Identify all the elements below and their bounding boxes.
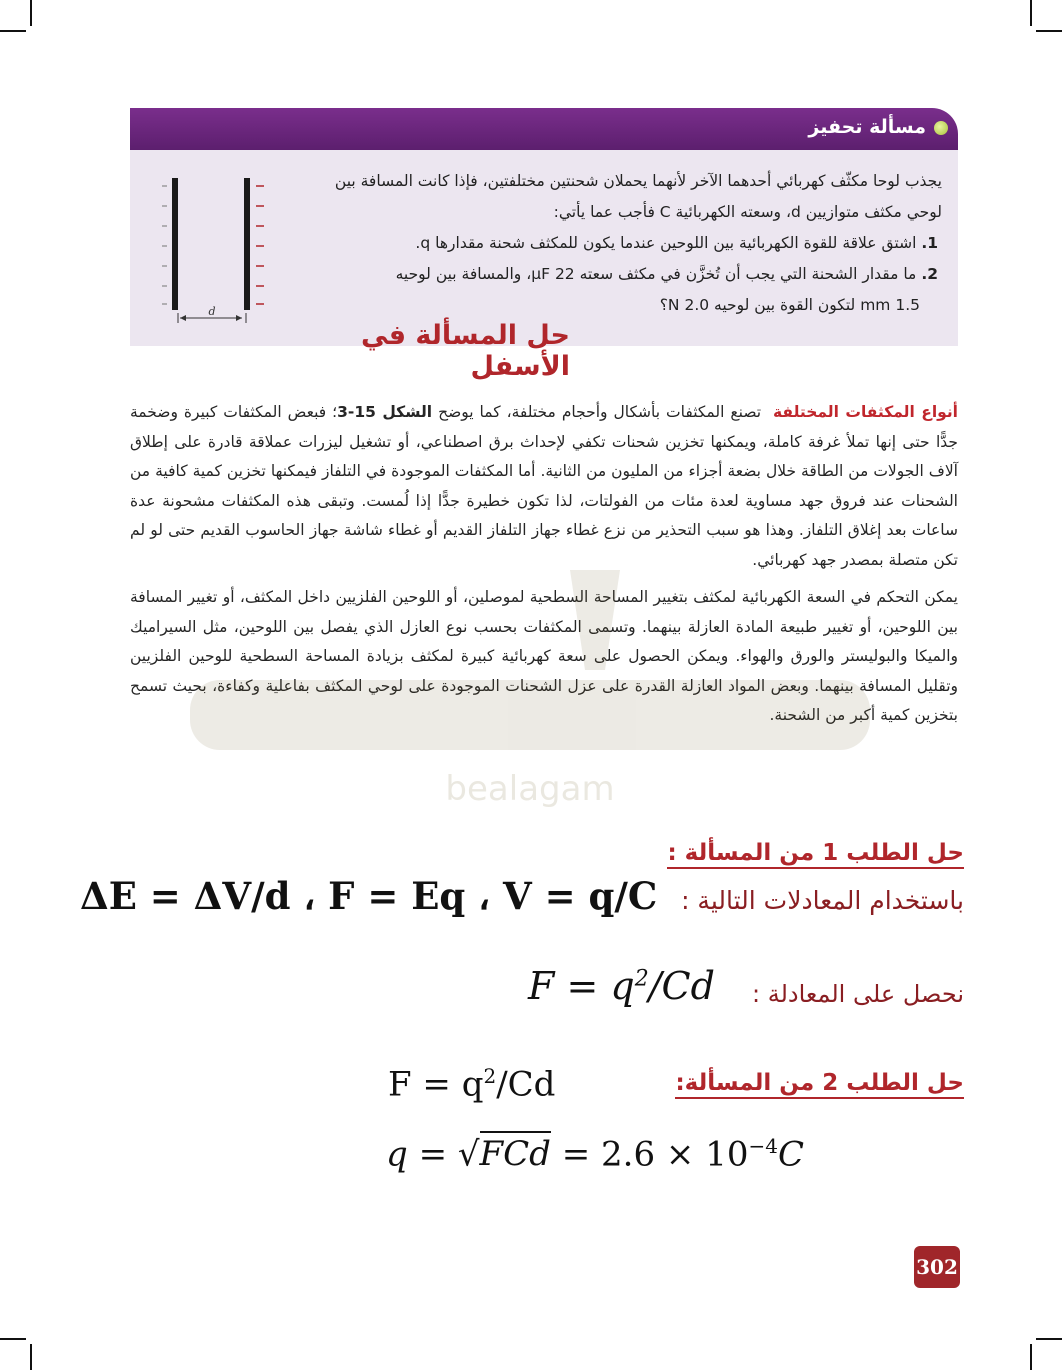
crop-mark-top-left-h: [0, 30, 26, 32]
body-text: [130, 398, 958, 739]
keyword-capacitor-types: أنواع المكثفات المختلفة: [773, 403, 958, 421]
item-2-line1: ما مقدار الشحنة التي يجب أن تُخزَّن في مكثف سعته 22 μF، والمسافة بين لوحيه: [395, 265, 917, 283]
figure-reference: الشكل 15-3: [337, 403, 433, 421]
item-2-line2: 1.5 mm لتكون القوة بين لوحيه 2.0 N؟: [659, 296, 920, 314]
bullet-dot-icon: [934, 121, 948, 135]
part2-eq-exponent: 2: [483, 1064, 497, 1088]
answer-radicand: FCd: [480, 1131, 551, 1174]
challenge-intro-line2: لوحي مكثف متوازيين d، وسعته الكهربائية C فأجب عما يأتي:: [553, 203, 942, 221]
part2-eq-lhs: F = q: [388, 1064, 484, 1105]
watermark-text: bealagam: [445, 769, 615, 809]
crop-mark-bottom-left: [30, 1344, 32, 1370]
obtain-equation-label: نحصل على المعادلة :: [751, 980, 964, 1008]
challenge-text: [262, 166, 942, 321]
item-1-number: 1.: [921, 234, 938, 252]
crop-mark-bottom-left-h: [0, 1338, 26, 1340]
challenge-item-1: [262, 228, 942, 259]
crop-mark-bottom-right: [1030, 1344, 1032, 1370]
crop-mark-bottom-right-h: [1036, 1338, 1062, 1340]
solution-below-note: حل المسألة في الأسفل: [361, 320, 570, 382]
part2-eq-rhs: /Cd: [496, 1064, 556, 1105]
given-equations: ΔE = ΔV/d ، F = Eq ، V = q/C: [80, 874, 658, 918]
diagram-label-d: d: [208, 305, 216, 318]
solution-part1-heading: حل الطلب 1 من المسألة :: [667, 840, 964, 869]
challenge-title: مسألة تحفيز: [808, 116, 926, 138]
crop-mark-top-left: [30, 0, 32, 26]
paragraph-capacitance-control: يمكن التحكم في السعة الكهربائية لمكثف بتغيير المساحة السطحية لموصلين، أو اللوحين الفلزيين داخل المكثف، أو تغيير المسافة بين اللوحين، أو تغيير طبيعة المادة العازلة بينهما. وتسمى المكثفات بحسب نوع العازل الذي يفصل بين اللوحين، مثل السيراميك والميكا والبوليستر والورق والهواء. ويمكن الحصول على سعة كهربائية كبيرة لمكثف بزيادة المساحة السطحية للوحين الفلزيين وتقليل المسافة بينهما. وبعض المواد العازلة القدرة على عزل الشحنات الموجودة على لوحي المكثف بفاعلية وكفاءة، بحيث تسمح بتخزين كمية أكبر من الشحنة.: [130, 588, 958, 724]
answer-rhs: = 2.6 × 10: [550, 1134, 749, 1175]
page-number-badge: 302: [914, 1246, 960, 1288]
derived-eq-exponent: 2: [634, 966, 649, 992]
challenge-header: [130, 108, 958, 150]
answer-unit: C: [777, 1134, 804, 1175]
challenge-item-2: [262, 259, 942, 290]
para1-start: تصنع المكثفات بأشكال وأحجام مختلفة، كما يوضح: [432, 403, 762, 421]
sqrt-symbol: √: [457, 1134, 480, 1175]
answer-exponent: −4: [748, 1134, 778, 1158]
para1-rest: ؛ فبعض المكثفات كبيرة وضخمة جدًّا حتى إنها تملأ غرفة كاملة، ويمكنها تخزين شحنات تكفي لإحداث برق اصطناعي، أو تشغيل ليزرات عملاقة قادرة على إطلاق آلاف الجولات من الطاقة خلال بضعة أجزاء من المليون من الثانية. أما المكثفات الموجودة في التلفاز فيمكنها تخزين كمية كافية من الشحنات عند فروق جهد مساوية لعدة مئات من الفولتات، لذا تكون خطيرة جدًّا إذا لُمست. وتبقى هذه المكثفات مشحونة عدة ساعات بعد إغلاق التلفاز. وهذا هو سبب التحذير من نزع غطاء جهاز التلفاز القديم أو غطاء شاشة جهاز الحاسوب القديم حتى لو لم تكن متصلة بمصدر جهد كهربائي.: [130, 403, 958, 569]
answer-lhs: q =: [386, 1134, 458, 1175]
capacitor-plates-diagram: [158, 172, 268, 347]
crop-mark-top-right-h: [1036, 30, 1062, 32]
part2-force-equation: [388, 1064, 555, 1104]
item-2-number: 2.: [921, 265, 938, 283]
using-equations-label: باستخدام المعادلات التالية :: [681, 886, 964, 915]
solution-part2-heading: حل الطلب 2 من المسألة:: [675, 1070, 964, 1099]
challenge-intro-line1: يجذب لوحا مكثّف كهربائي أحدهما الآخر لأنهما يحملان شحنتين مختلفتين، فإذا كانت المسافة بين: [334, 172, 942, 190]
paragraph-capacitor-types: [130, 398, 958, 575]
item-1-text: اشتق علاقة للقوة الكهربائية بين اللوحين عندما يكون للمكثف شحنة مقدارها q.: [415, 234, 917, 252]
charge-answer-equation: [386, 1134, 804, 1174]
challenge-body: [130, 150, 958, 346]
crop-mark-top-right: [1030, 0, 1032, 26]
derived-force-equation: [528, 964, 715, 1008]
derived-eq-rhs: /Cd: [648, 964, 715, 1008]
derived-eq-lhs: F = q: [528, 964, 635, 1008]
